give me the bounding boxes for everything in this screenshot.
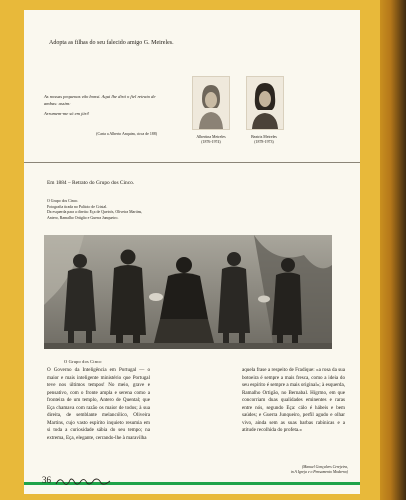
text-column-right	[242, 367, 345, 435]
portrait-albertina	[192, 76, 230, 130]
photo-caption-line: Antero, Ramalho Ortigão e Guerra Junqueiro.	[47, 215, 119, 220]
photo-caption-line: Da esquerda para a direita: Eça de Queirós, Oliveira Martins,	[47, 210, 143, 215]
text-column-left	[47, 367, 150, 442]
section-title: Em 1884 – Retrato do Grupo dos Cinco.	[47, 180, 135, 186]
photo-caption-line: Fotografia tirada no Palácio de Cristal.	[47, 204, 108, 209]
signature-logo	[54, 475, 114, 487]
page-header: Adopta as filhas do seu falecido amigo G. Meireles.	[49, 40, 174, 46]
portrait-caption-albertina: Albertina Meireles (1876-1974)	[196, 135, 226, 145]
quote-intro-line: Arrumem-me só em júri!	[44, 110, 90, 116]
quote-source: (Carta a Alberto Anquim, circa de 188)	[96, 132, 157, 136]
book-gutter-shadow	[380, 0, 406, 500]
citation: (Manuel Gonçalves Cerejeira, in A Igreja e o Pensamento Moderno)	[290, 465, 348, 475]
quote-intro	[44, 94, 157, 121]
photo-caption-line: O Grupo dos Cinco.	[47, 199, 79, 203]
photo-label: O Grupo dos Cinco	[64, 359, 102, 364]
portrait-beatriz	[246, 76, 284, 130]
group-photograph	[44, 235, 332, 349]
page-number: 36	[42, 475, 51, 485]
section-divider	[24, 162, 360, 163]
quote-intro-line: As nossas pequenas vão bonsi. Aqui lhe dirá o fiel retrato de ambas: assim:	[44, 94, 156, 106]
photo-caption	[47, 199, 227, 222]
body-paragraph: O Governo da Inteligência em Portugal — o maior e mais inteligente ministério que Portugal teve nos últimos tempos! No meio, grave e pensativo, com o fronte ampla e serena como a fronteira de um templo, Antero de Quental; que Eça chamava com razão os maior de todos; à sua direita, de semblante melancólico, Oliveira Martins, cujo vasto espírito inquieto resumia em si toda a curiosidade sábia do seu tempo; na extrema, Eça, elegante, cerrando-lhe à maravilha	[47, 367, 150, 441]
body-paragraph: aquela frase a respeito de Fradique: «a rosa da sua botoeira é sempre a mais fresca, como a ideia do seu espírito é sempre a mais original»; à esquerda, Ramalho Ortigão, no Bernabal. Hígrmo, em que concorriam duas qualidades eminentes e raras entre nós, segundo Eça: cálo é hábeis e bem saúdes; e Guerra Junqueiro, perfil agudo e olhar vivo, ainda sem as suas barbas rabínicas e a atitude recolhida do profeta.»	[242, 367, 345, 434]
portrait-caption-beatriz: Beatriz Meireles (1878-1973)	[251, 135, 277, 145]
book-page	[24, 10, 360, 494]
